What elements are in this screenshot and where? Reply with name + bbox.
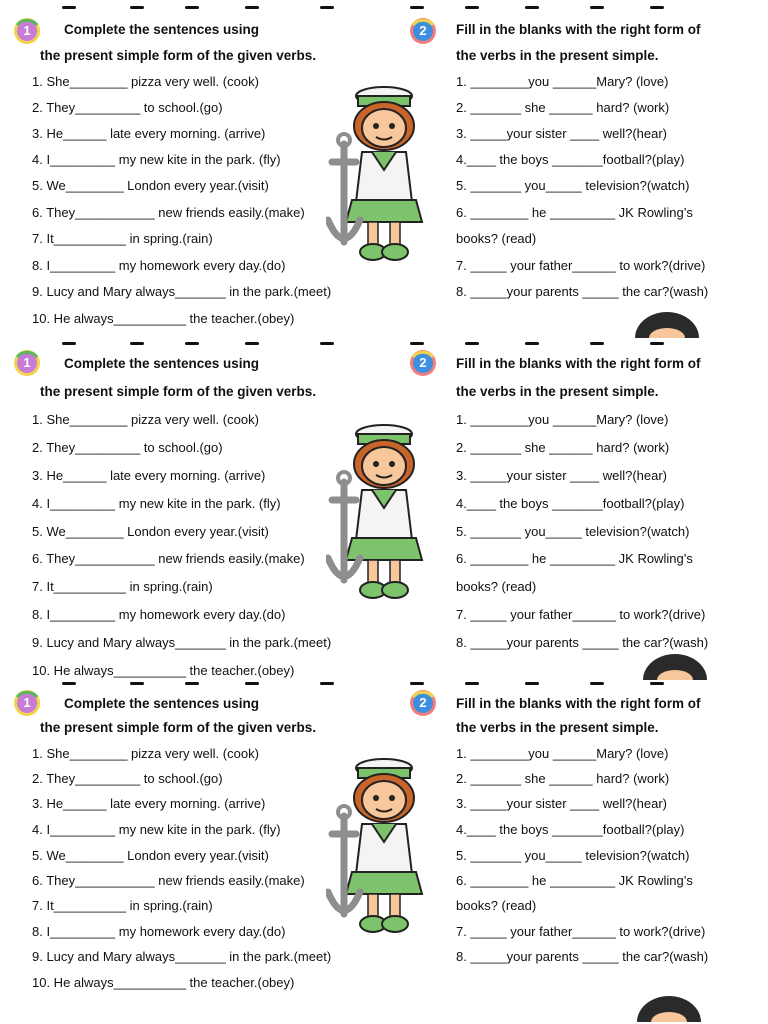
- question-item: 8. _____your parents _____ the car?(wash): [456, 949, 709, 964]
- sentence-item: 7. It__________ in spring.(rain): [32, 579, 213, 594]
- question-item: 3. _____your sister ____ well?(hear): [456, 126, 668, 141]
- question-item: 7. _____ your father______ to work?(drive): [456, 924, 706, 939]
- sentence-item: 4. I_________ my new kite in the park. (fly): [32, 822, 281, 837]
- sentence-item: 4. I_________ my new kite in the park. (fly): [32, 152, 281, 167]
- question-item: 1. ________you ______Mary? (love): [456, 74, 669, 89]
- sentence-item: 7. It__________ in spring.(rain): [32, 898, 213, 913]
- decorative-dashes: [0, 4, 768, 12]
- question-item: books? (read): [456, 898, 537, 913]
- question-item: 1. ________you ______Mary? (love): [456, 412, 669, 427]
- sentence-item: 5. We________ London every year.(visit): [32, 848, 269, 863]
- exercise-title: the verbs in the present simple.: [456, 384, 659, 399]
- peeking-child-icon: [636, 992, 702, 1022]
- question-item: 6. ________ he _________ JK Rowling’s: [456, 551, 693, 566]
- exercise-number: 2: [419, 695, 427, 710]
- sentence-item: 5. We________ London every year.(visit): [32, 524, 269, 539]
- exercise-number: 1: [23, 23, 31, 38]
- sentence-item: 3. He______ late every morning. (arrive): [32, 126, 266, 141]
- sentence-item: 3. He______ late every morning. (arrive): [32, 468, 266, 483]
- question-item: 4.____ the boys _______football?(play): [456, 496, 685, 511]
- sentence-item: 1. She________ pizza very well. (cook): [32, 412, 259, 427]
- anchor-icon: [328, 472, 360, 580]
- exercise-number: 2: [419, 23, 427, 38]
- anchor-icon: [328, 134, 360, 242]
- question-item: 5. _______ you_____ television?(watch): [456, 178, 690, 193]
- question-item: 2. _______ she ______ hard? (work): [456, 440, 670, 455]
- question-item: 1. ________you ______Mary? (love): [456, 746, 669, 761]
- question-item: 3. _____your sister ____ well?(hear): [456, 468, 668, 483]
- sentence-item: 9. Lucy and Mary always_______ in the park.(meet): [32, 949, 332, 964]
- sailor-girl-icon: [326, 754, 436, 939]
- sentence-item: 5. We________ London every year.(visit): [32, 178, 269, 193]
- sentence-item: 6. They___________ new friends easily.(make): [32, 873, 305, 888]
- exercise-title: the present simple form of the given verbs.: [40, 720, 317, 735]
- sentence-item: 10. He always__________ the teacher.(obey): [32, 663, 295, 678]
- sentence-item: 7. It__________ in spring.(rain): [32, 231, 213, 246]
- sentence-item: 8. I_________ my homework every day.(do): [32, 607, 286, 622]
- sentence-item: 9. Lucy and Mary always_______ in the park.(meet): [32, 635, 332, 650]
- question-item: 7. _____ your father______ to work?(drive): [456, 607, 706, 622]
- sentence-item: 2. They_________ to school.(go): [32, 771, 223, 786]
- question-item: 3. _____your sister ____ well?(hear): [456, 796, 668, 811]
- sentence-item: 3. He______ late every morning. (arrive): [32, 796, 266, 811]
- question-item: 4.____ the boys _______football?(play): [456, 822, 685, 837]
- decorative-dashes: [0, 340, 768, 348]
- sentence-item: 1. She________ pizza very well. (cook): [32, 746, 259, 761]
- sentence-item: 2. They_________ to school.(go): [32, 100, 223, 115]
- decorative-dashes: [0, 680, 768, 688]
- worksheet-copy-1: [0, 0, 768, 340]
- exercise-title: Complete the sentences using: [64, 696, 260, 711]
- anchor-icon: [328, 806, 360, 914]
- question-item: 4.____ the boys _______football?(play): [456, 152, 685, 167]
- question-item: 7. _____ your father______ to work?(drive): [456, 258, 706, 273]
- sentence-item: 2. They_________ to school.(go): [32, 440, 223, 455]
- sailor-girl-icon: [326, 82, 436, 267]
- peeking-child-icon: [634, 308, 700, 338]
- exercise-number: 2: [419, 355, 427, 370]
- question-item: 8. _____your parents _____ the car?(wash): [456, 284, 709, 299]
- question-item: 8. _____your parents _____ the car?(wash): [456, 635, 709, 650]
- sentence-item: 6. They___________ new friends easily.(make): [32, 205, 305, 220]
- question-item: books? (read): [456, 579, 537, 594]
- question-item: 2. _______ she ______ hard? (work): [456, 100, 670, 115]
- sentence-item: 8. I_________ my homework every day.(do): [32, 924, 286, 939]
- exercise-title: Fill in the blanks with the right form of: [456, 696, 701, 711]
- question-item: 2. _______ she ______ hard? (work): [456, 771, 670, 786]
- worksheet-copy-3: [0, 676, 768, 1024]
- sentence-item: 10. He always__________ the teacher.(obey): [32, 311, 295, 326]
- sentence-item: 8. I_________ my homework every day.(do): [32, 258, 286, 273]
- sentence-item: 6. They___________ new friends easily.(make): [32, 551, 305, 566]
- question-item: 6. ________ he _________ JK Rowling’s: [456, 873, 693, 888]
- sentence-item: 4. I_________ my new kite in the park. (fly): [32, 496, 281, 511]
- exercise-title: Fill in the blanks with the right form of: [456, 22, 701, 37]
- exercise-title: the present simple form of the given verbs.: [40, 384, 317, 399]
- exercise-number: 1: [23, 695, 31, 710]
- exercise-title: Fill in the blanks with the right form of: [456, 356, 701, 371]
- question-item: 5. _______ you_____ television?(watch): [456, 524, 690, 539]
- sentence-item: 10. He always__________ the teacher.(obey): [32, 975, 295, 990]
- exercise-title: the verbs in the present simple.: [456, 720, 659, 735]
- question-item: 6. ________ he _________ JK Rowling’s: [456, 205, 693, 220]
- worksheet-copy-2: [0, 336, 768, 680]
- exercise-title: Complete the sentences using: [64, 22, 260, 37]
- exercise-title: Complete the sentences using: [64, 356, 260, 371]
- exercise-title: the present simple form of the given verbs.: [40, 48, 317, 63]
- question-item: books? (read): [456, 231, 537, 246]
- sailor-girl-icon: [326, 420, 436, 605]
- sentence-item: 1. She________ pizza very well. (cook): [32, 74, 259, 89]
- question-item: 5. _______ you_____ television?(watch): [456, 848, 690, 863]
- exercise-number: 1: [23, 355, 31, 370]
- sentence-item: 9. Lucy and Mary always_______ in the park.(meet): [32, 284, 332, 299]
- exercise-title: the verbs in the present simple.: [456, 48, 659, 63]
